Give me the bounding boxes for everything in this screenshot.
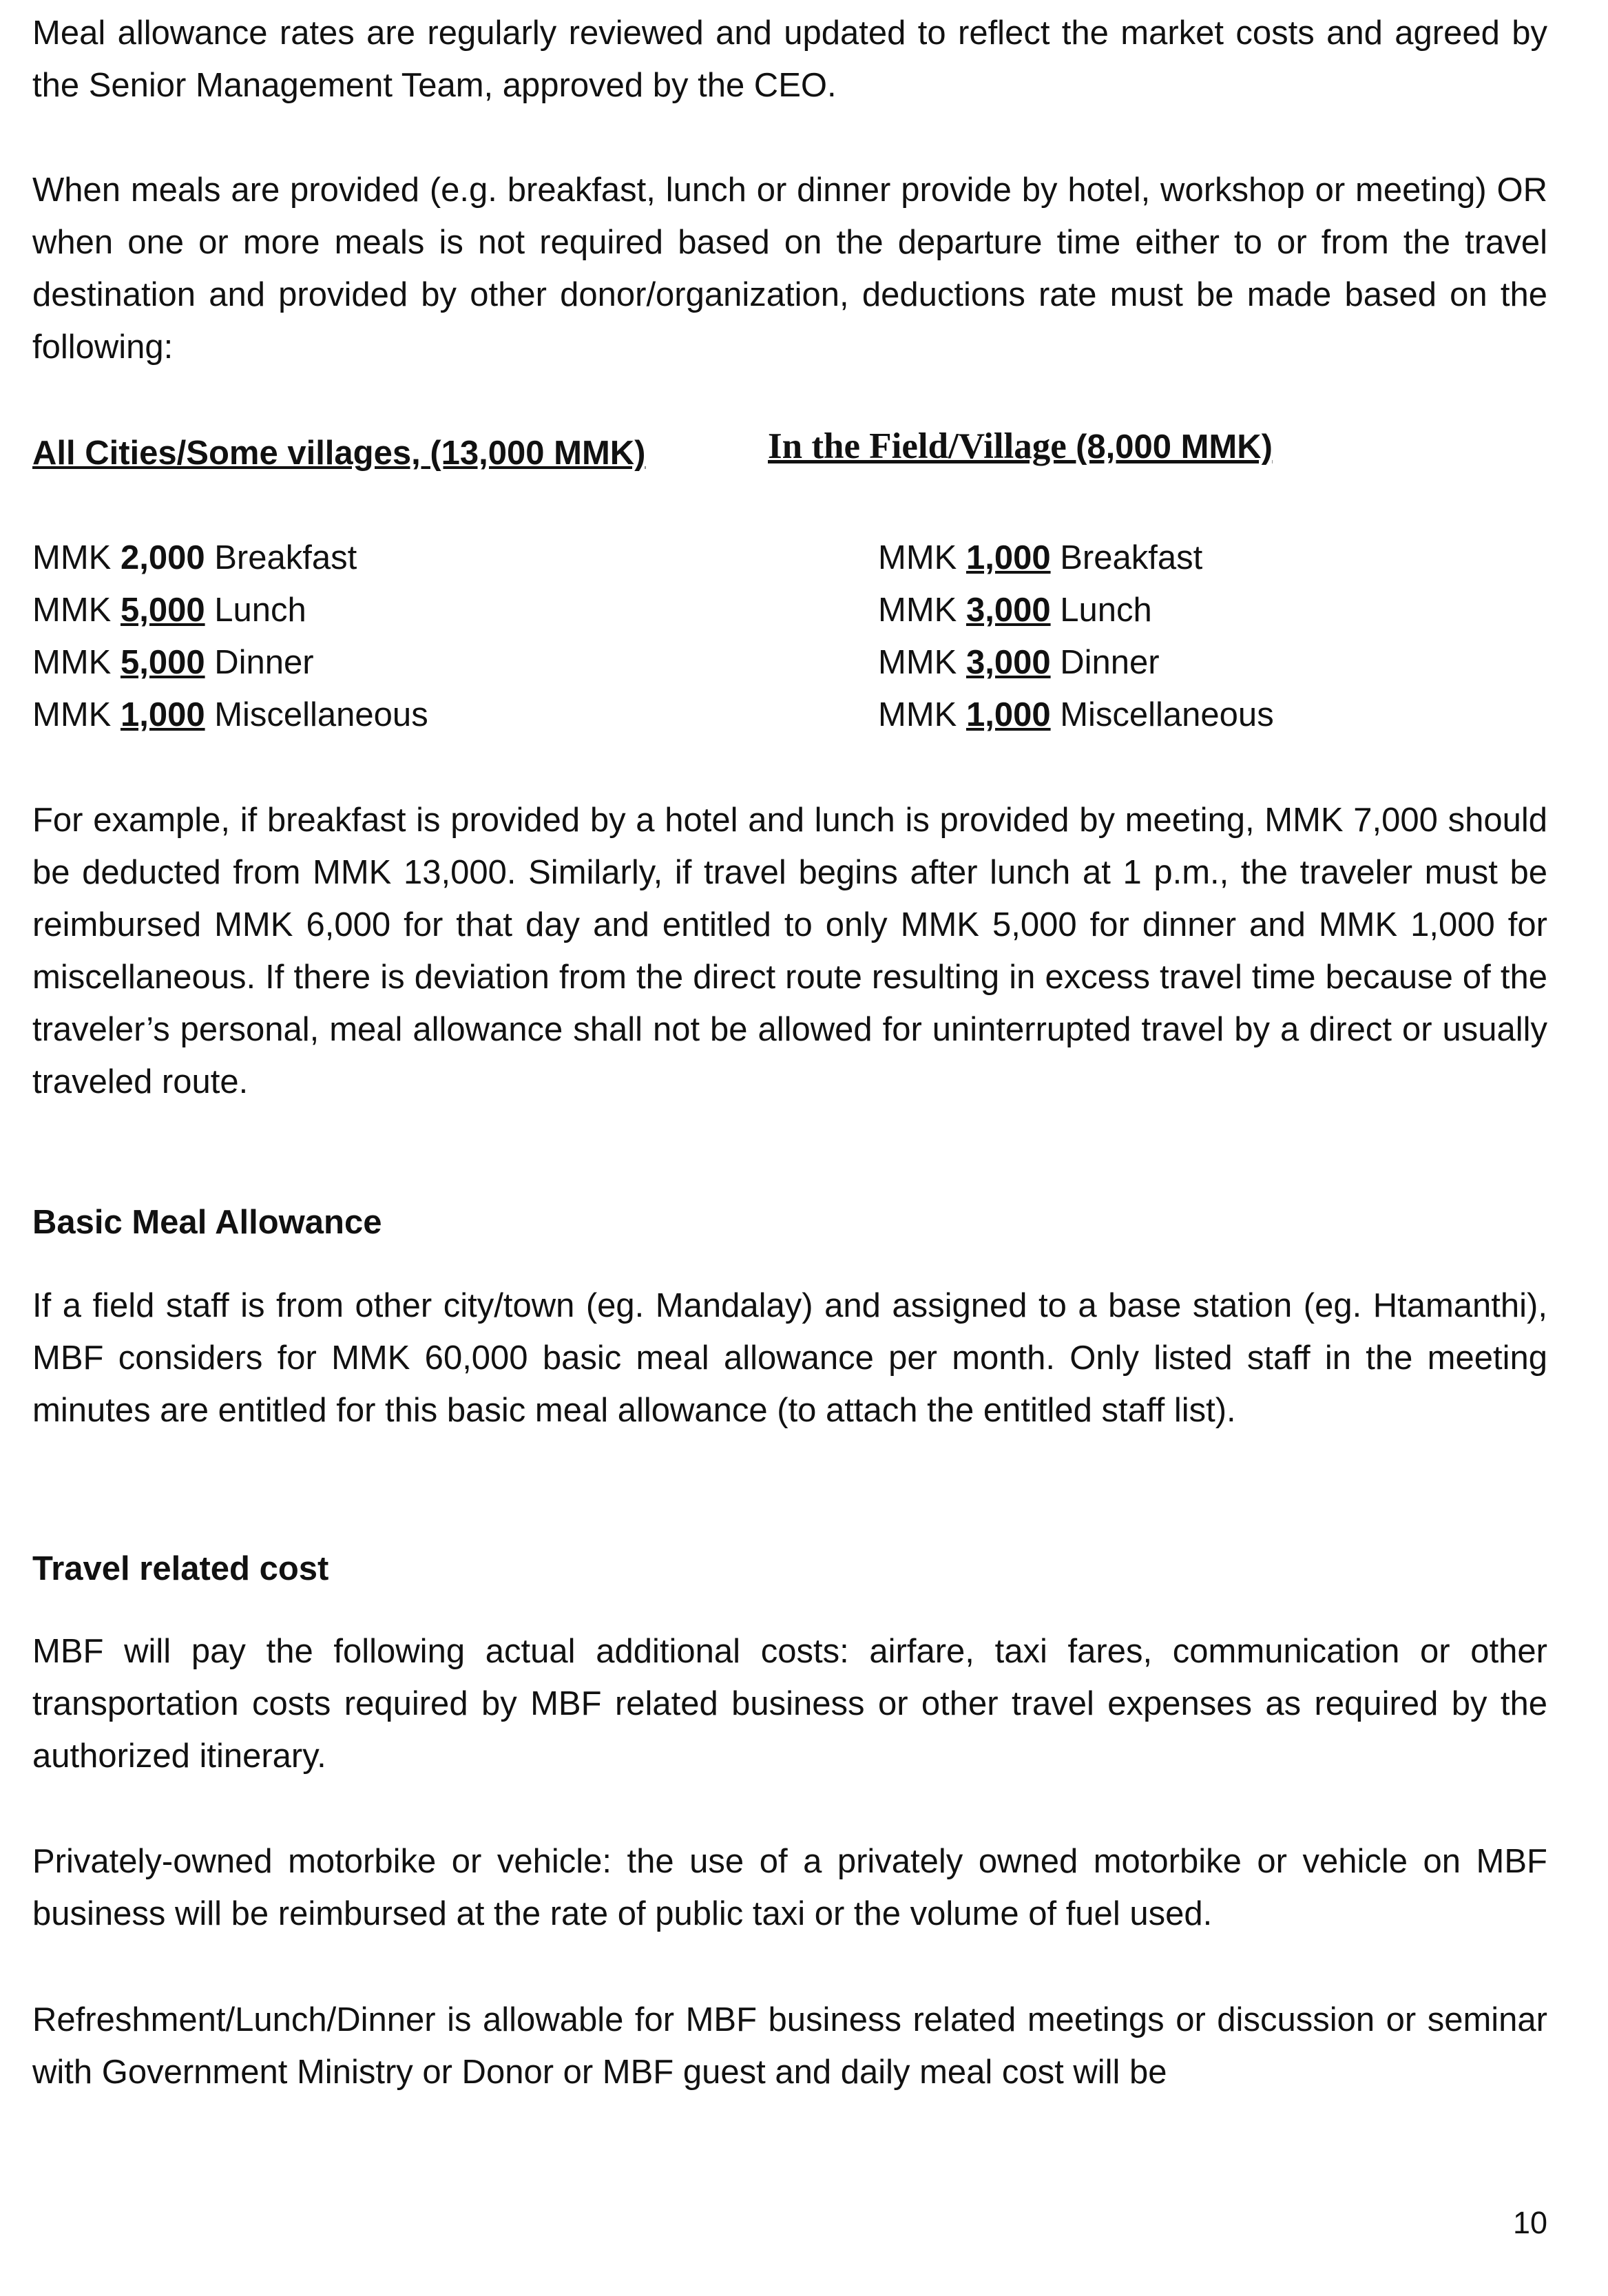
field-rate-list <box>878 532 1274 741</box>
cities-rate-heading: All Cities/Some villages, (13,000 MMK) <box>32 435 646 472</box>
rate-row: MMK 5,000 Lunch <box>32 592 306 629</box>
rate-row: MMK 5,000 Dinner <box>32 644 314 681</box>
paragraph-private-vehicle: Privately-owned motorbike or vehicle: the use of a privately owned motorbike or vehicle on MBF business will be reimbursed at the rate of public taxi or the volume of fuel used. <box>32 1843 1547 1932</box>
rate-row: MMK 2,000 Breakfast <box>32 539 357 576</box>
paragraph-basic-meal-allowance: If a field staff is from other city/town (eg. Mandalay) and assigned to a base station (eg. Htamanthi), MBF considers for MMK 60,000 basic meal allowance per month. Only listed staff in the meeting minutes are entitled for this basic meal allowance (to attach the entitled staff list). <box>32 1287 1547 1429</box>
page-number: 10 <box>1512 2205 1547 2240</box>
field-rate-heading <box>768 420 1273 473</box>
rate-row: MMK 3,000 Dinner <box>878 644 1160 681</box>
paragraph-meal-rates-review: Meal allowance rates are regularly reviewed and updated to reflect the market costs and agreed by the Senior Management Team, approved by the CEO. <box>32 14 1547 104</box>
heading-travel-related-cost: Travel related cost <box>32 1550 329 1587</box>
paragraph-refreshment: Refreshment/Lunch/Dinner is allowable for MBF business related meetings or discussion or seminar with Government Ministry or Donor or MBF guest and daily meal cost will be <box>32 2001 1547 2091</box>
rate-row: MMK 1,000 Miscellaneous <box>32 696 428 733</box>
field-rate-heading-label: In the Field/Village <box>768 426 1076 466</box>
rate-row: MMK 1,000 Breakfast <box>878 539 1203 576</box>
heading-basic-meal-allowance: Basic Meal Allowance <box>32 1204 382 1241</box>
rate-row: MMK 3,000 Lunch <box>878 592 1152 629</box>
cities-rate-list <box>32 532 428 741</box>
field-rate-heading-amount: (8,000 MMK) <box>1076 428 1273 466</box>
rate-row: MMK 1,000 Miscellaneous <box>878 696 1274 733</box>
paragraph-meal-deductions: When meals are provided (e.g. breakfast, lunch or dinner provide by hotel, workshop or meeting) OR when one or more meals is not required based on the departure time either to or from the travel destination and provided by other donor/organization, deductions rate must be made based on the following: <box>32 171 1547 366</box>
paragraph-deduction-example: For example, if breakfast is provided by a hotel and lunch is provided by meeting, MMK 7,000 should be deducted from MMK 13,000. Similarly, if travel begins after lunch at 1 p.m., the traveler must be reimbursed MMK 6,000 for that day and entitled to only MMK 5,000 for dinner and MMK 1,000 for miscellaneous. If there is deviation from the direct route resulting in excess travel time because of the traveler’s personal, meal allowance shall not be allowed for uninterrupted travel by a direct or usually traveled route. <box>32 802 1547 1100</box>
paragraph-travel-costs: MBF will pay the following actual additional costs: airfare, taxi fares, communication or other transportation costs required by MBF related business or other travel expenses as required by the authorized itinerary. <box>32 1633 1547 1775</box>
